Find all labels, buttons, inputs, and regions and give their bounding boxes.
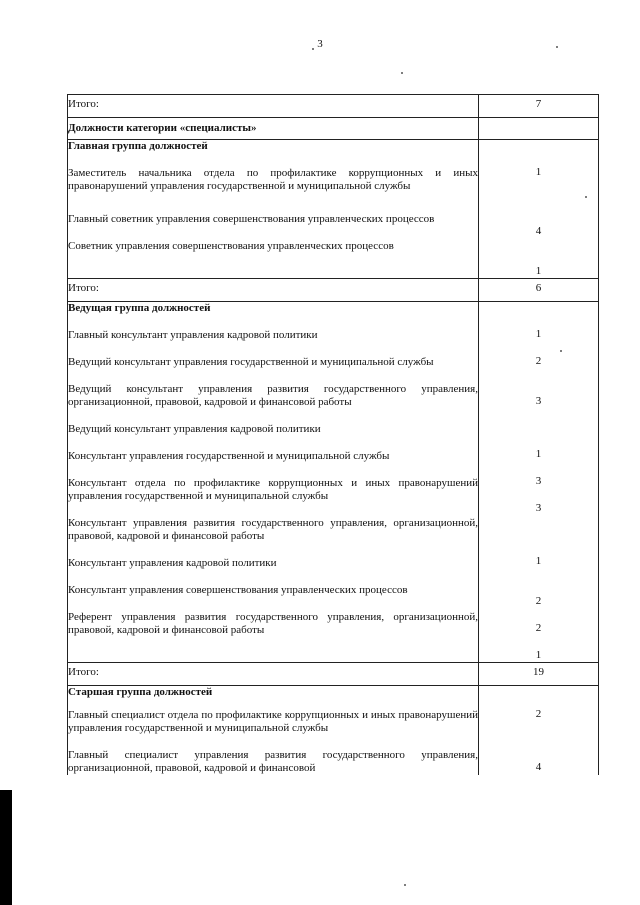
staff-positions-table <box>67 94 599 775</box>
position-count: 1 <box>535 265 542 277</box>
position-name: Советник управления совершенствования управленческих процессов <box>68 240 394 252</box>
position-name: Ведущий консультант управления развития государственного управления, организационной, правовой, кадровой и финансовой работы <box>68 383 478 408</box>
total-label: Итого: <box>68 663 479 686</box>
position-count: 1 <box>535 649 542 661</box>
scan-speck <box>560 350 562 352</box>
group-title-leading: Ведущая группа должностей <box>68 302 211 314</box>
position-count: 1 <box>535 448 542 460</box>
table-row-total <box>68 95 599 118</box>
group-leading-names <box>68 302 479 663</box>
position-name: Ведущий консультант управления кадровой политики <box>68 423 321 435</box>
total-count: 6 <box>479 279 599 302</box>
table-row-group-leading <box>68 302 599 663</box>
total-label: Итого: <box>68 95 479 118</box>
table-row-total <box>68 279 599 302</box>
total-count: 19 <box>479 663 599 686</box>
group-senior-names <box>68 686 479 776</box>
category-title: Должности категории «специалисты» <box>68 118 479 140</box>
scan-speck <box>404 884 406 886</box>
total-label: Итого: <box>68 279 479 302</box>
position-name: Консультант управления государственной и муниципальной службы <box>68 450 390 462</box>
position-name: Главный советник управления совершенствования управленческих процессов <box>68 213 435 225</box>
group-senior-counts <box>479 686 599 776</box>
position-count: 2 <box>535 622 542 634</box>
group-main-counts <box>479 140 599 279</box>
table-row-total <box>68 663 599 686</box>
scan-speck <box>312 48 314 50</box>
group-title-main: Главная группа должностей <box>68 140 208 152</box>
position-count: 3 <box>535 395 542 407</box>
position-count: 3 <box>535 475 542 487</box>
position-name: Главный специалист отдела по профилактике коррупционных и иных правонарушений управления государственной и муниципальной службы <box>68 709 478 734</box>
table-row-group-senior <box>68 686 599 776</box>
position-count: 1 <box>535 555 542 567</box>
position-count: 2 <box>535 595 542 607</box>
position-count: 2 <box>535 708 542 720</box>
position-count: 1 <box>535 166 542 178</box>
scan-edge-shadow <box>0 790 12 905</box>
group-leading-counts <box>479 302 599 663</box>
table-row-group-main <box>68 140 599 279</box>
total-count: 7 <box>479 95 599 118</box>
position-name: Консультант управления совершенствования управленческих процессов <box>68 584 408 596</box>
group-main-names <box>68 140 479 279</box>
position-name: Референт управления развития государственного управления, организационной, правовой, кадровой и финансовой работы <box>68 611 478 636</box>
page-number: 3 <box>317 38 323 50</box>
category-count <box>479 118 599 140</box>
position-name: Главный консультант управления кадровой политики <box>68 329 318 341</box>
scan-speck <box>585 196 587 198</box>
scan-speck <box>556 46 558 48</box>
group-title-senior: Старшая группа должностей <box>68 686 213 698</box>
table-row-category <box>68 118 599 140</box>
position-name: Консультант управления развития государственного управления, организационной, правовой, кадровой и финансовой работы <box>68 517 478 542</box>
position-name: Ведущий консультант управления государственной и муниципальной службы <box>68 356 434 368</box>
position-name: Консультант управления кадровой политики <box>68 557 277 569</box>
position-name: Консультант отдела по профилактике коррупционных и иных правонарушений управления государственной и муниципальной службы <box>68 477 478 502</box>
position-count: 4 <box>535 761 542 773</box>
position-count: 3 <box>535 502 542 514</box>
scan-speck <box>401 72 403 74</box>
position-name: Главный специалист управления развития государственного управления, организационной, правовой, кадровой и финансовой <box>68 749 478 774</box>
position-count: 2 <box>535 355 542 367</box>
position-name: Заместитель начальника отдела по профилактике коррупционных и иных правонарушений управления государственной и муниципальной службы <box>68 167 478 192</box>
position-count: 4 <box>535 225 542 237</box>
position-count: 1 <box>535 328 542 340</box>
